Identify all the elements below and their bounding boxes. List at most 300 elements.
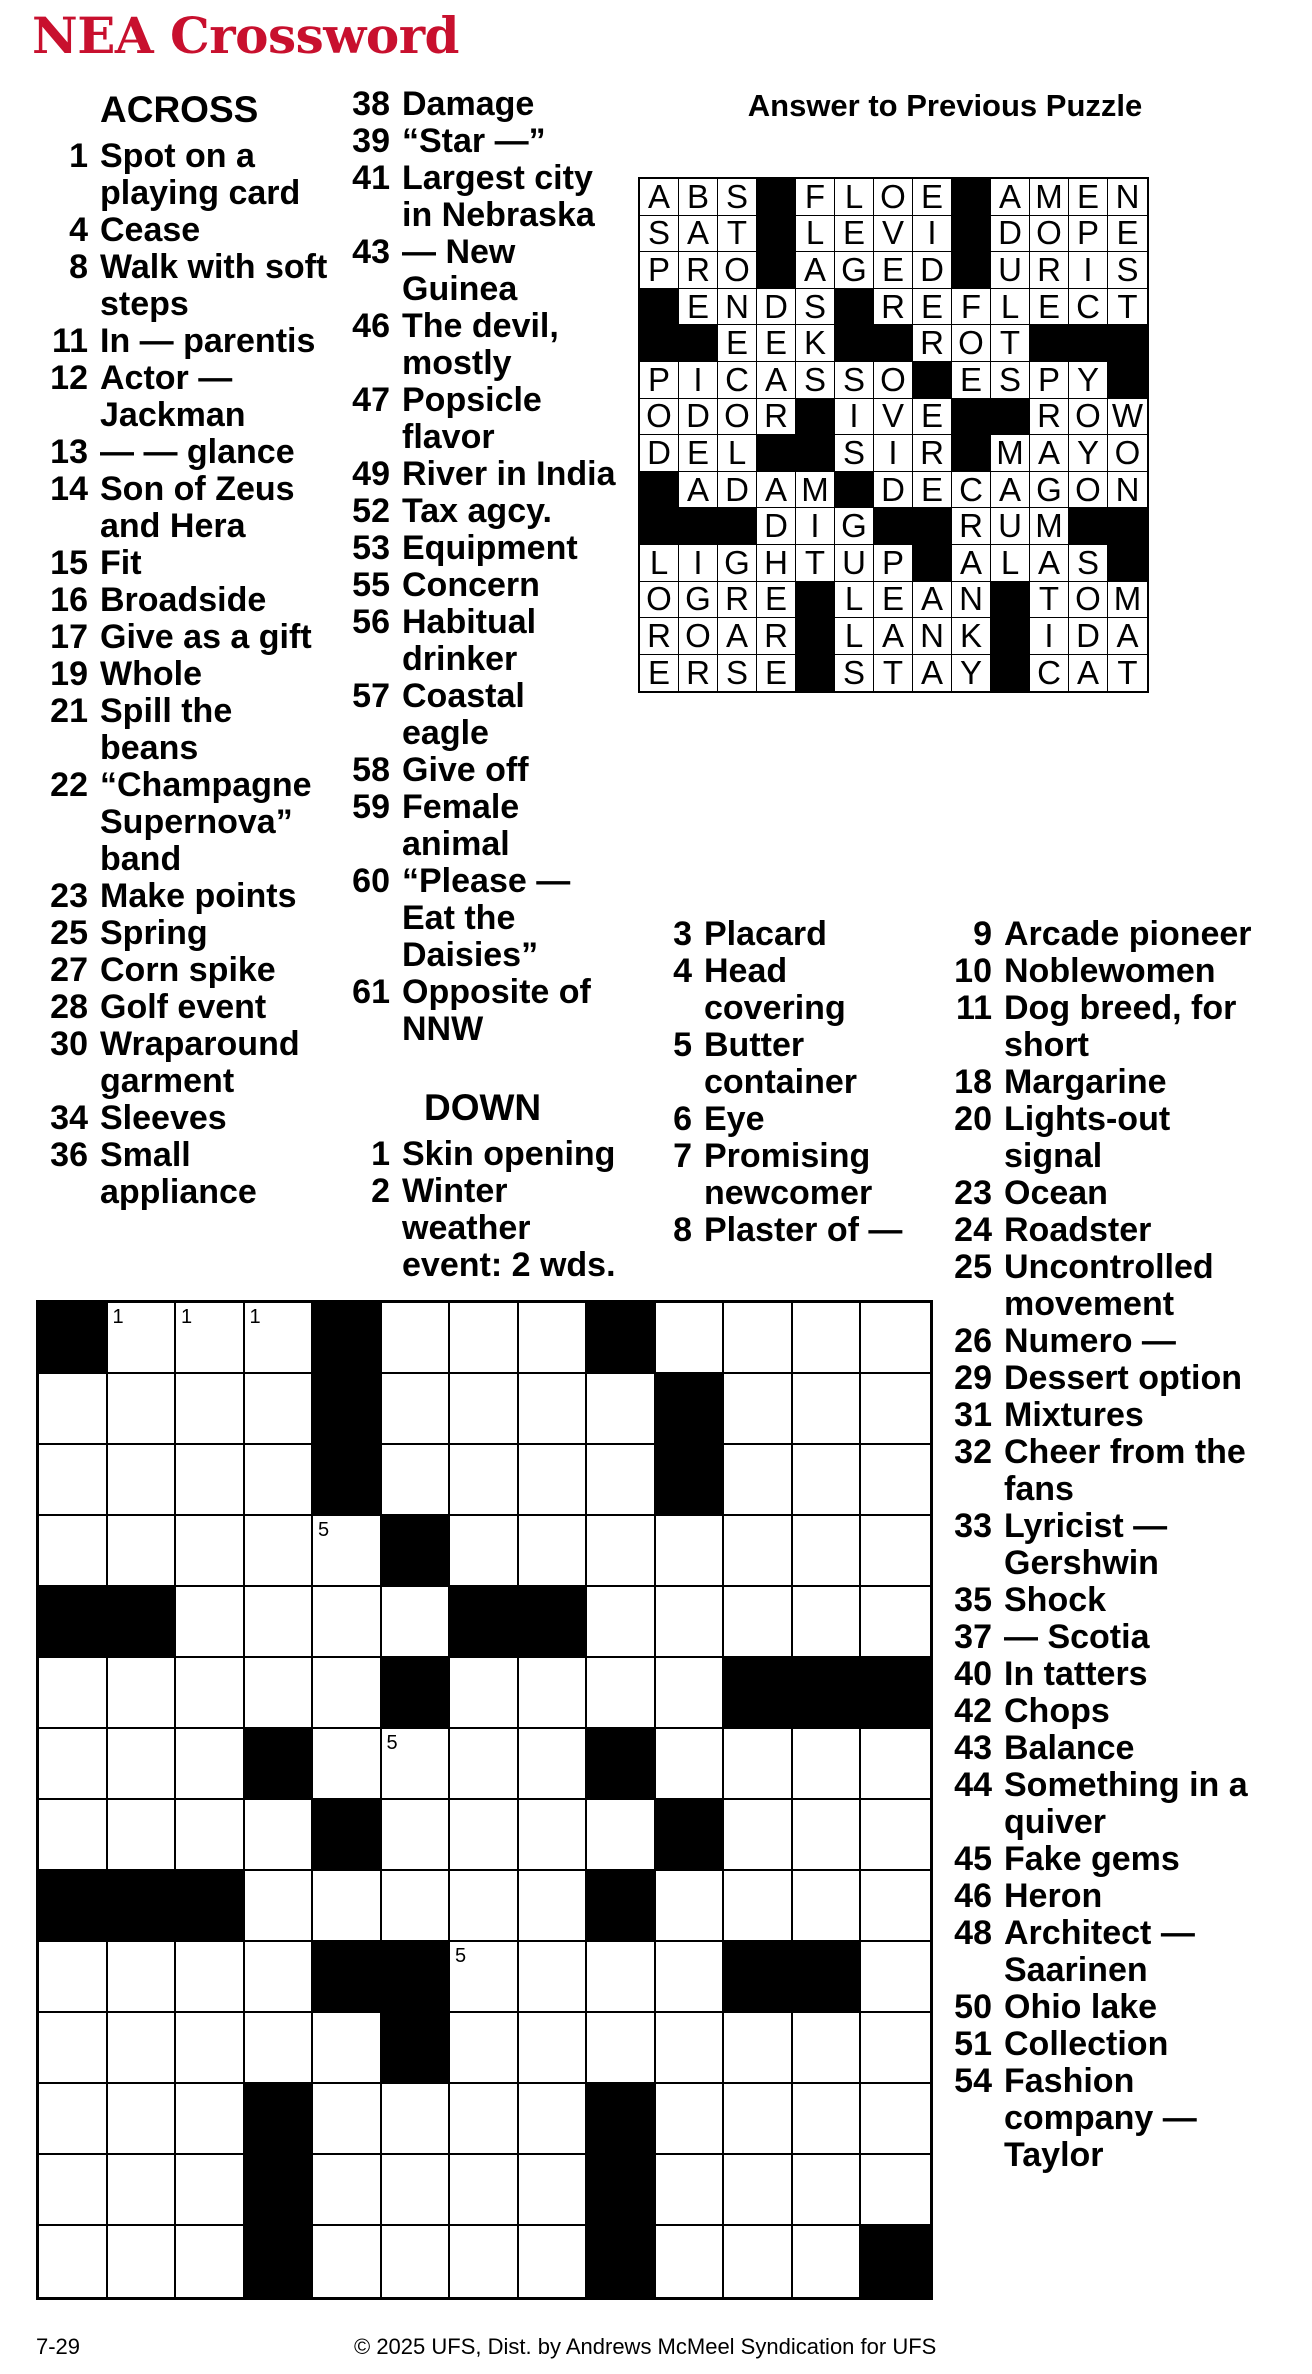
grid-cell[interactable] bbox=[656, 1587, 725, 1658]
grid-cell[interactable] bbox=[382, 1587, 451, 1658]
clue-number: 25 bbox=[954, 1248, 992, 1286]
answer-black-square bbox=[1108, 362, 1147, 399]
answer-letter: I bbox=[874, 435, 913, 472]
black-square bbox=[656, 1374, 725, 1445]
grid-cell[interactable] bbox=[793, 1516, 862, 1587]
grid-cell[interactable] bbox=[861, 1871, 930, 1942]
answer-letter: E bbox=[679, 289, 718, 326]
grid-cell[interactable] bbox=[382, 1729, 451, 1800]
grid-cell[interactable] bbox=[519, 2084, 588, 2155]
grid-cell[interactable] bbox=[176, 2013, 245, 2084]
black-square bbox=[519, 1587, 588, 1658]
grid-cell[interactable] bbox=[724, 1587, 793, 1658]
clue-number: 3 bbox=[673, 915, 692, 953]
grid-cell[interactable] bbox=[382, 1800, 451, 1871]
grid-cell[interactable] bbox=[39, 2226, 108, 2297]
grid-cell[interactable] bbox=[861, 2084, 930, 2155]
grid-cell[interactable] bbox=[450, 1658, 519, 1729]
grid-cell[interactable] bbox=[176, 2226, 245, 2297]
answer-letter: F bbox=[952, 289, 991, 326]
grid-cell[interactable] bbox=[724, 1729, 793, 1800]
grid-cell[interactable] bbox=[656, 2226, 725, 2297]
grid-cell[interactable] bbox=[108, 1800, 177, 1871]
grid-cell[interactable] bbox=[450, 2013, 519, 2084]
grid-cell[interactable] bbox=[450, 1445, 519, 1516]
grid-cell[interactable] bbox=[724, 1303, 793, 1374]
grid-cell[interactable] bbox=[382, 1445, 451, 1516]
clue-item bbox=[940, 2063, 1270, 2174]
grid-cell[interactable] bbox=[656, 1729, 725, 1800]
answer-letter: E bbox=[835, 216, 874, 253]
black-square bbox=[313, 1445, 382, 1516]
grid-cell[interactable] bbox=[861, 2155, 930, 2226]
grid-row bbox=[39, 1658, 930, 1729]
answer-black-square bbox=[952, 399, 991, 436]
grid-cell[interactable] bbox=[724, 2084, 793, 2155]
grid-cell[interactable] bbox=[108, 1303, 177, 1374]
grid-cell[interactable] bbox=[176, 1658, 245, 1729]
grid-cell[interactable] bbox=[656, 1871, 725, 1942]
clue-item bbox=[32, 249, 332, 323]
clue-number: 19 bbox=[50, 655, 88, 693]
clue-number: 57 bbox=[352, 677, 390, 715]
clue-text: Plaster of — bbox=[704, 1211, 903, 1249]
clue-item bbox=[32, 323, 332, 360]
clue-number: 55 bbox=[352, 566, 390, 604]
grid-cell[interactable] bbox=[861, 1303, 930, 1374]
grid-cell[interactable] bbox=[108, 1516, 177, 1587]
answer-letter: D bbox=[718, 472, 757, 509]
cell-number: 1 bbox=[112, 1306, 124, 1328]
grid-cell[interactable] bbox=[724, 1871, 793, 1942]
answer-black-square bbox=[991, 399, 1030, 436]
clue-text: Ocean bbox=[1004, 1174, 1108, 1212]
grid-cell[interactable] bbox=[39, 1516, 108, 1587]
answer-grid-row bbox=[640, 472, 1147, 509]
clue-text: Heron bbox=[1004, 1877, 1103, 1915]
answer-letter: M bbox=[1108, 582, 1147, 619]
answer-letter: C bbox=[718, 362, 757, 399]
answer-letter: R bbox=[757, 399, 796, 436]
answer-grid-row bbox=[640, 399, 1147, 436]
answer-letter: L bbox=[991, 545, 1030, 582]
black-square bbox=[450, 1587, 519, 1658]
answer-letter: P bbox=[640, 252, 679, 289]
grid-cell[interactable] bbox=[313, 2084, 382, 2155]
grid-cell[interactable] bbox=[861, 1374, 930, 1445]
answer-grid-row bbox=[640, 435, 1147, 472]
grid-cell[interactable] bbox=[587, 1516, 656, 1587]
grid-cell[interactable] bbox=[861, 1516, 930, 1587]
black-square bbox=[382, 1942, 451, 2013]
black-square bbox=[587, 1729, 656, 1800]
grid-cell[interactable] bbox=[793, 1800, 862, 1871]
grid-cell[interactable] bbox=[793, 1445, 862, 1516]
clue-text: Habitual drinker bbox=[402, 603, 537, 678]
grid-cell[interactable] bbox=[450, 1516, 519, 1587]
clue-item bbox=[338, 456, 620, 493]
grid-cell[interactable] bbox=[587, 1800, 656, 1871]
black-square bbox=[39, 1871, 108, 1942]
clue-text: “Please — Eat the Daisies” bbox=[402, 862, 571, 974]
grid-cell[interactable] bbox=[450, 2084, 519, 2155]
grid-cell[interactable] bbox=[724, 2226, 793, 2297]
answer-letter: O bbox=[1069, 399, 1108, 436]
clue-text: The devil, mostly bbox=[402, 307, 559, 382]
answer-letter: R bbox=[1030, 252, 1069, 289]
clue-item bbox=[32, 360, 332, 434]
clue-item bbox=[32, 471, 332, 545]
answer-letter: R bbox=[913, 435, 952, 472]
grid-cell[interactable] bbox=[793, 2155, 862, 2226]
answer-black-square bbox=[757, 252, 796, 289]
grid-cell[interactable] bbox=[793, 2013, 862, 2084]
grid-cell[interactable] bbox=[39, 2013, 108, 2084]
answer-grid-row bbox=[640, 618, 1147, 655]
black-square bbox=[313, 1800, 382, 1871]
grid-cell[interactable] bbox=[313, 1516, 382, 1587]
grid-cell[interactable] bbox=[861, 1587, 930, 1658]
clue-text: In tatters bbox=[1004, 1655, 1148, 1693]
answer-letter: C bbox=[1069, 289, 1108, 326]
grid-cell[interactable] bbox=[450, 1800, 519, 1871]
grid-cell[interactable] bbox=[245, 1445, 314, 1516]
answer-letter: K bbox=[796, 325, 835, 362]
answer-letter: R bbox=[640, 618, 679, 655]
grid-cell[interactable] bbox=[587, 1942, 656, 2013]
grid-cell[interactable] bbox=[245, 1516, 314, 1587]
grid-cell[interactable] bbox=[108, 1374, 177, 1445]
grid-cell[interactable] bbox=[108, 1942, 177, 2013]
grid-cell[interactable] bbox=[519, 2226, 588, 2297]
black-square bbox=[724, 1658, 793, 1729]
clue-text: Give as a gift bbox=[100, 618, 312, 656]
grid-cell[interactable] bbox=[39, 2155, 108, 2226]
grid-cell[interactable] bbox=[313, 1729, 382, 1800]
clue-number: 4 bbox=[69, 211, 88, 249]
grid-cell[interactable] bbox=[861, 2013, 930, 2084]
clue-text: Small appliance bbox=[100, 1136, 257, 1211]
grid-cell[interactable] bbox=[108, 2155, 177, 2226]
answer-letter: D bbox=[913, 252, 952, 289]
clue-number: 48 bbox=[954, 1914, 992, 1952]
grid-cell[interactable] bbox=[382, 2226, 451, 2297]
black-square bbox=[108, 1871, 177, 1942]
answer-letter: S bbox=[835, 655, 874, 692]
grid-cell[interactable] bbox=[519, 1942, 588, 2013]
grid-cell[interactable] bbox=[176, 1445, 245, 1516]
grid-row bbox=[39, 1516, 930, 1587]
answer-black-square bbox=[718, 508, 757, 545]
grid-cell[interactable] bbox=[793, 1374, 862, 1445]
grid-cell[interactable] bbox=[382, 2155, 451, 2226]
answer-letter: N bbox=[718, 289, 757, 326]
grid-cell[interactable] bbox=[176, 1303, 245, 1374]
grid-cell[interactable] bbox=[313, 2013, 382, 2084]
grid-cell[interactable] bbox=[587, 1587, 656, 1658]
black-square bbox=[861, 1658, 930, 1729]
answer-letter: I bbox=[913, 216, 952, 253]
clue-item bbox=[32, 619, 332, 656]
grid-cell[interactable] bbox=[39, 1445, 108, 1516]
clue-item bbox=[338, 530, 620, 567]
grid-row bbox=[39, 1303, 930, 1374]
clue-number: 43 bbox=[954, 1729, 992, 1767]
answer-black-square bbox=[874, 508, 913, 545]
answer-black-square bbox=[952, 435, 991, 472]
grid-cell[interactable] bbox=[176, 1587, 245, 1658]
grid-cell[interactable] bbox=[793, 2084, 862, 2155]
clue-text: Balance bbox=[1004, 1729, 1135, 1767]
grid-cell[interactable] bbox=[108, 1445, 177, 1516]
answer-letter: K bbox=[952, 618, 991, 655]
grid-cell[interactable] bbox=[519, 2013, 588, 2084]
black-square bbox=[313, 1942, 382, 2013]
grid-cell[interactable] bbox=[313, 1658, 382, 1729]
answer-letter: G bbox=[718, 545, 757, 582]
clue-number: 52 bbox=[352, 492, 390, 530]
clue-number: 59 bbox=[352, 788, 390, 826]
clue-text: Numero — bbox=[1004, 1322, 1176, 1360]
answer-letter: E bbox=[1030, 289, 1069, 326]
answer-letter: L bbox=[640, 545, 679, 582]
answer-letter: E bbox=[913, 179, 952, 216]
grid-cell[interactable] bbox=[656, 2155, 725, 2226]
clue-item bbox=[940, 1397, 1270, 1434]
grid-cell[interactable] bbox=[245, 1374, 314, 1445]
grid-cell[interactable] bbox=[382, 1303, 451, 1374]
grid-cell[interactable] bbox=[519, 1800, 588, 1871]
grid-cell[interactable] bbox=[793, 1587, 862, 1658]
grid-cell[interactable] bbox=[724, 1516, 793, 1587]
grid-cell[interactable] bbox=[108, 2084, 177, 2155]
grid-cell[interactable] bbox=[861, 1800, 930, 1871]
clue-text: Coastal eagle bbox=[402, 677, 525, 752]
clue-item bbox=[640, 916, 930, 953]
grid-cell[interactable] bbox=[656, 1942, 725, 2013]
answer-letter: H bbox=[757, 545, 796, 582]
grid-cell[interactable] bbox=[587, 1658, 656, 1729]
clue-number: 45 bbox=[954, 1840, 992, 1878]
grid-cell[interactable] bbox=[108, 2226, 177, 2297]
grid-cell[interactable] bbox=[108, 1658, 177, 1729]
grid-cell[interactable] bbox=[519, 1445, 588, 1516]
answer-black-square bbox=[796, 655, 835, 692]
grid-cell[interactable] bbox=[656, 2084, 725, 2155]
clue-number: 8 bbox=[69, 248, 88, 286]
across-clue-list-continued bbox=[338, 86, 620, 1048]
clue-text: Roadster bbox=[1004, 1211, 1152, 1249]
answer-letter: N bbox=[952, 582, 991, 619]
grid-cell[interactable] bbox=[245, 2013, 314, 2084]
grid-row bbox=[39, 1445, 930, 1516]
grid-cell[interactable] bbox=[313, 1587, 382, 1658]
black-square bbox=[793, 1942, 862, 2013]
clue-number: 25 bbox=[50, 914, 88, 952]
grid-cell[interactable] bbox=[176, 1374, 245, 1445]
grid-cell[interactable] bbox=[793, 2226, 862, 2297]
answer-letter: P bbox=[1069, 216, 1108, 253]
grid-cell[interactable] bbox=[39, 1658, 108, 1729]
answer-letter: E bbox=[874, 252, 913, 289]
grid-cell[interactable] bbox=[108, 2013, 177, 2084]
grid-cell[interactable] bbox=[176, 1800, 245, 1871]
clue-text: Dog breed, for short bbox=[1004, 989, 1237, 1064]
grid-cell[interactable] bbox=[724, 1445, 793, 1516]
clue-number: 51 bbox=[954, 2025, 992, 2063]
clue-text: Equipment bbox=[402, 529, 578, 567]
grid-cell[interactable] bbox=[39, 1374, 108, 1445]
grid-cell[interactable] bbox=[656, 1658, 725, 1729]
grid-cell[interactable] bbox=[382, 1871, 451, 1942]
answer-letter: D bbox=[757, 289, 796, 326]
grid-cell[interactable] bbox=[245, 1800, 314, 1871]
answer-letter: A bbox=[796, 252, 835, 289]
down-clue-list-continued bbox=[940, 916, 1270, 2174]
grid-cell[interactable] bbox=[39, 1800, 108, 1871]
grid-cell[interactable] bbox=[245, 1942, 314, 2013]
grid-cell[interactable] bbox=[382, 2084, 451, 2155]
clue-item bbox=[940, 1101, 1270, 1175]
clue-text: Popsicle flavor bbox=[402, 381, 542, 456]
answer-letter: M bbox=[991, 435, 1030, 472]
clue-item bbox=[338, 1173, 620, 1284]
answer-letter: B bbox=[679, 179, 718, 216]
answer-letter: T bbox=[991, 325, 1030, 362]
grid-cell[interactable] bbox=[176, 1729, 245, 1800]
clue-number: 1 bbox=[69, 137, 88, 175]
answer-letter: A bbox=[1030, 545, 1069, 582]
grid-cell[interactable] bbox=[793, 1729, 862, 1800]
grid-cell[interactable] bbox=[39, 2084, 108, 2155]
answer-letter: P bbox=[640, 362, 679, 399]
clue-item bbox=[940, 1619, 1270, 1656]
grid-cell[interactable] bbox=[519, 1871, 588, 1942]
answer-letter: R bbox=[679, 655, 718, 692]
grid-cell[interactable] bbox=[450, 1729, 519, 1800]
grid-cell[interactable] bbox=[382, 1374, 451, 1445]
grid-cell[interactable] bbox=[313, 2155, 382, 2226]
grid-cell[interactable] bbox=[450, 2226, 519, 2297]
grid-cell[interactable] bbox=[176, 1516, 245, 1587]
clue-number: 20 bbox=[954, 1100, 992, 1138]
grid-cell[interactable] bbox=[656, 1303, 725, 1374]
grid-cell[interactable] bbox=[245, 1658, 314, 1729]
clue-text: Concern bbox=[402, 566, 540, 604]
grid-cell[interactable] bbox=[519, 1729, 588, 1800]
answer-letter: D bbox=[757, 508, 796, 545]
grid-cell[interactable] bbox=[245, 1871, 314, 1942]
grid-cell[interactable] bbox=[861, 1729, 930, 1800]
grid-cell[interactable] bbox=[39, 1729, 108, 1800]
answer-black-square bbox=[1108, 508, 1147, 545]
grid-cell[interactable] bbox=[793, 1303, 862, 1374]
grid-cell[interactable] bbox=[176, 1942, 245, 2013]
answer-black-square bbox=[796, 618, 835, 655]
grid-cell[interactable] bbox=[519, 2155, 588, 2226]
grid-cell[interactable] bbox=[724, 1800, 793, 1871]
answer-letter: T bbox=[718, 216, 757, 253]
grid-cell[interactable] bbox=[656, 2013, 725, 2084]
answer-letter: C bbox=[952, 472, 991, 509]
grid-cell[interactable] bbox=[587, 2013, 656, 2084]
black-square bbox=[108, 1587, 177, 1658]
answer-letter: U bbox=[835, 545, 874, 582]
grid-cell[interactable] bbox=[176, 2155, 245, 2226]
grid-cell[interactable] bbox=[519, 1303, 588, 1374]
clue-text: Sleeves bbox=[100, 1099, 227, 1137]
grid-cell[interactable] bbox=[450, 1942, 519, 2013]
answer-letter: A bbox=[1108, 618, 1147, 655]
grid-cell[interactable] bbox=[861, 1942, 930, 2013]
grid-row bbox=[39, 2084, 930, 2155]
grid-cell[interactable] bbox=[587, 1374, 656, 1445]
answer-letter: C bbox=[1030, 655, 1069, 692]
clue-number: 16 bbox=[50, 581, 88, 619]
clue-number: 27 bbox=[50, 951, 88, 989]
answer-letter: S bbox=[835, 362, 874, 399]
grid-cell[interactable] bbox=[724, 2013, 793, 2084]
grid-cell[interactable] bbox=[724, 1374, 793, 1445]
clue-item bbox=[940, 1175, 1270, 1212]
answer-letter: L bbox=[796, 216, 835, 253]
grid-cell[interactable] bbox=[245, 1303, 314, 1374]
black-square bbox=[382, 2013, 451, 2084]
grid-cell[interactable] bbox=[313, 2226, 382, 2297]
answer-letter: P bbox=[874, 545, 913, 582]
grid-cell[interactable] bbox=[450, 2155, 519, 2226]
answer-black-square bbox=[796, 399, 835, 436]
grid-cell[interactable] bbox=[176, 2084, 245, 2155]
grid-row bbox=[39, 1374, 930, 1445]
clue-number: 35 bbox=[954, 1581, 992, 1619]
grid-cell[interactable] bbox=[861, 1445, 930, 1516]
clue-item bbox=[940, 2026, 1270, 2063]
grid-cell[interactable] bbox=[450, 1374, 519, 1445]
answer-letter: S bbox=[796, 289, 835, 326]
grid-cell[interactable] bbox=[245, 1587, 314, 1658]
grid-cell[interactable] bbox=[450, 1871, 519, 1942]
grid-cell[interactable] bbox=[39, 1942, 108, 2013]
clue-text: River in India bbox=[402, 455, 616, 493]
black-square bbox=[587, 2155, 656, 2226]
page-title: NEA Crossword bbox=[32, 6, 459, 65]
clue-text: — Scotia bbox=[1004, 1618, 1150, 1656]
grid-cell[interactable] bbox=[793, 1871, 862, 1942]
answer-letter: G bbox=[835, 252, 874, 289]
answer-letter: A bbox=[640, 179, 679, 216]
grid-cell[interactable] bbox=[519, 1516, 588, 1587]
black-square bbox=[245, 2155, 314, 2226]
clue-item bbox=[32, 138, 332, 212]
grid-cell[interactable] bbox=[656, 1516, 725, 1587]
clue-text: Butter container bbox=[704, 1026, 858, 1101]
answer-letter: D bbox=[991, 216, 1030, 253]
grid-cell[interactable] bbox=[519, 1374, 588, 1445]
answer-letter: A bbox=[757, 362, 796, 399]
grid-cell[interactable] bbox=[519, 1658, 588, 1729]
answer-black-square bbox=[640, 508, 679, 545]
clue-text: Dessert option bbox=[1004, 1359, 1243, 1397]
grid-row bbox=[39, 2013, 930, 2084]
answer-letter: F bbox=[796, 179, 835, 216]
grid-cell[interactable] bbox=[450, 1303, 519, 1374]
clue-text: Cease bbox=[100, 211, 201, 249]
grid-cell[interactable] bbox=[587, 1445, 656, 1516]
grid-cell[interactable] bbox=[313, 1871, 382, 1942]
grid-cell[interactable] bbox=[108, 1729, 177, 1800]
grid-cell[interactable] bbox=[724, 2155, 793, 2226]
